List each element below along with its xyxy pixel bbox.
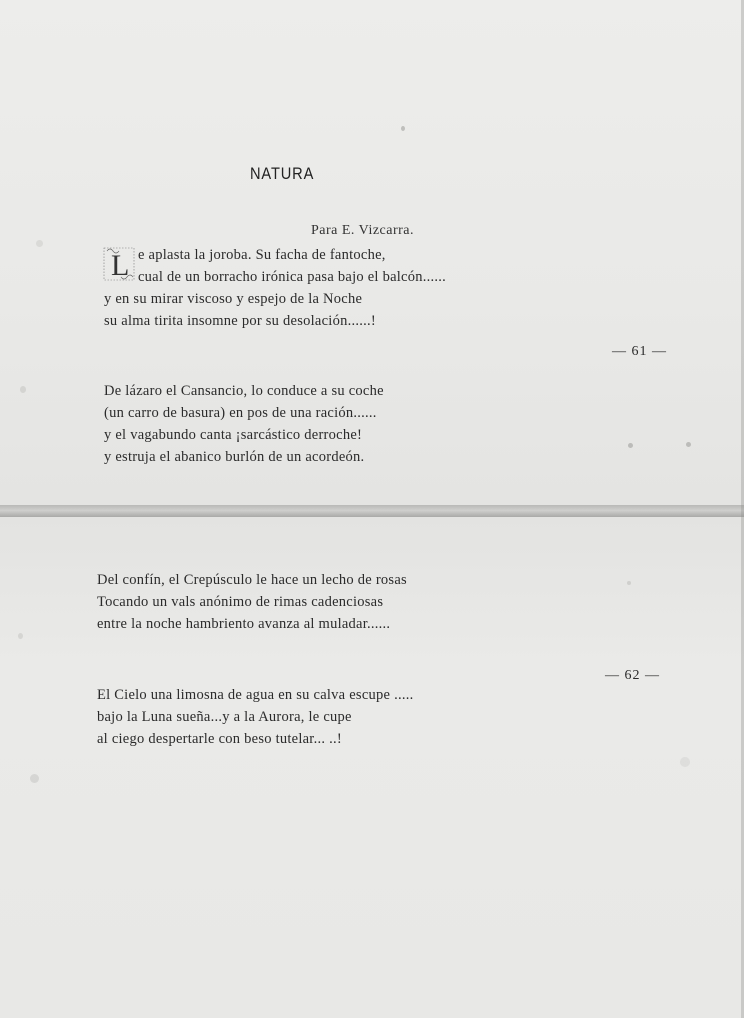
poem-dedication: Para E. Vizcarra. xyxy=(311,223,415,238)
verse-line: cual de un borracho irónica pasa bajo el balcón...... xyxy=(138,269,446,285)
paper-speck xyxy=(401,126,405,131)
upper-page xyxy=(0,0,744,506)
paper-speck xyxy=(18,633,23,639)
verse-line: El Cielo una limosna de agua en su calva escupe ..... xyxy=(97,687,414,703)
verse-line: al ciego despertarle con beso tutelar... ..! xyxy=(97,731,342,747)
poem-title: NATURA xyxy=(250,164,315,183)
page-number: — 62 — xyxy=(605,668,660,683)
page-number: — 61 — xyxy=(612,344,667,359)
paper-speck xyxy=(680,757,690,767)
stanza-2 xyxy=(104,380,384,468)
verse-line: y el vagabundo canta ¡sarcástico derroche! xyxy=(104,427,363,443)
verse-line: su alma tirita insomne por su desolación......! xyxy=(104,313,376,329)
paper-speck xyxy=(627,581,631,585)
paper-speck xyxy=(628,443,633,448)
verse-line: y en su mirar viscoso y espejo de la Noche xyxy=(104,291,363,307)
verse-line: bajo la Luna sueña...y a la Aurora, le cupe xyxy=(97,709,352,725)
verse-line: Tocando un vals anónimo de rimas cadenciosas xyxy=(97,594,384,610)
drop-cap-letter: L xyxy=(111,249,130,282)
verse-line: e aplasta la joroba. Su facha de fantoche, xyxy=(138,247,386,263)
verse-line: (un carro de basura) en pos de una ración...... xyxy=(104,405,377,421)
verse-line: entre la noche hambriento avanza al muladar...... xyxy=(97,616,391,632)
verse-line: Del confín, el Crepúsculo le hace un lecho de rosas xyxy=(97,572,407,588)
stanza-1 xyxy=(104,244,446,332)
paper-speck xyxy=(20,386,26,393)
paper-speck xyxy=(30,774,39,783)
book-gutter xyxy=(0,505,744,517)
verse-line: y estruja el abanico burlón de un acordeón. xyxy=(104,449,365,465)
stanza-3 xyxy=(97,569,407,635)
verse-line: De lázaro el Cansancio, lo conduce a su coche xyxy=(104,383,384,399)
stanza-4 xyxy=(97,684,413,750)
paper-speck xyxy=(686,442,691,447)
paper-speck xyxy=(36,240,43,247)
